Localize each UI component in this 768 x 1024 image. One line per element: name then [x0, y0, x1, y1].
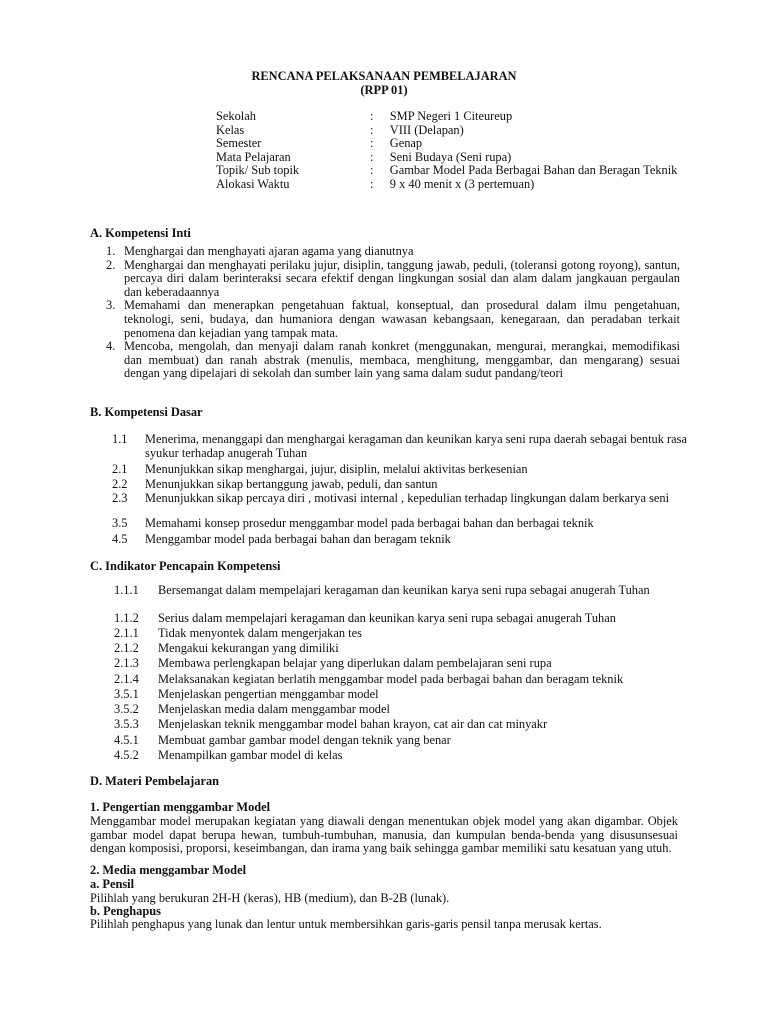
meta-label: Topik/ Sub topik: [216, 163, 300, 178]
list-item: [114, 657, 704, 671]
list-item-text: Menjelaskan teknik menggambar model bahan krayon, cat air dan cat minyakr: [158, 717, 548, 731]
list-item-number: 2.1.4: [114, 672, 139, 686]
list-item: [114, 734, 704, 748]
list-item-number: 2.1.3: [114, 656, 139, 670]
list-item-number: 2.: [106, 257, 116, 272]
list-item-text: Membawa perlengkapan belajar yang diperlukan dalam pembelajaran seni rupa: [158, 656, 552, 670]
list-item-text: Memahami dan menerapkan pengetahuan faktual, konseptual, dan prosedural dalam ilmu pengetahuan, teknologi, seni, budaya, dan humaniora dengan wawasan kebangsaan, kenegaraan, dan peradaban terkait penomena dan kejadian yang tampak mata.: [124, 298, 680, 340]
list-item: [112, 478, 692, 492]
materi-b-heading: b. Penghapus: [90, 904, 161, 918]
list-item-text: Menghargai dan menghayati perilaku jujur, disiplin, tanggung jawab, peduli, (toleransi gotong royong), santun, percaya diri dalam berinteraksi secara efektif dengan lingkungan sosial dan alam dalam jangkauan pergaulan dan keberadaannya: [124, 257, 680, 299]
list-item-text: Serius dalam mempelajari keragaman dan keunikan karya seni rupa sebagai anugerah Tuhan: [158, 611, 616, 625]
list-item-number: 2.1: [112, 462, 128, 476]
list-item-text: Membuat gambar gambar model dengan teknik yang benar: [158, 733, 451, 747]
meta-colon: :: [370, 109, 374, 123]
list-item-number: 1.1.1: [114, 583, 139, 597]
list-item-number: 4.: [106, 339, 116, 354]
meta-label: Sekolah: [216, 109, 256, 123]
list-item: [112, 517, 692, 531]
list-item: [114, 584, 704, 598]
list-item-number: 2.2: [112, 477, 128, 491]
list-item-number: 1.: [106, 244, 116, 258]
section-d-heading: D. Materi Pembelajaran: [90, 774, 220, 788]
list-item-text: Tidak menyontek dalam mengerjakan tes: [158, 626, 362, 640]
materi-a-text: Pilihlah yang berukuran 2H-H (keras), HB (medium), dan B-2B (lunak).: [90, 891, 450, 905]
list-item: [114, 688, 704, 702]
list-item: [114, 612, 704, 626]
list-item-number: 3.: [106, 298, 116, 313]
meta-label: Semester: [216, 136, 262, 151]
list-item: [106, 245, 680, 259]
list-item-number: 1.1: [112, 432, 128, 446]
meta-row-alokasi-waktu: [216, 178, 686, 192]
list-item: [106, 340, 680, 381]
meta-colon: :: [370, 122, 374, 137]
list-item-text: Menunjukkan sikap percaya diri , motivasi internal , kepedulian terhadap lingkungan dalam berkarya seni: [145, 491, 670, 505]
meta-row-kelas: [216, 124, 686, 138]
meta-colon: :: [370, 136, 374, 151]
list-item: [114, 749, 704, 763]
meta-row-mata-pelajaran: [216, 151, 686, 165]
materi-a-heading: a. Pensil: [90, 877, 135, 891]
list-item-text: Menjelaskan pengertian menggambar model: [158, 687, 379, 701]
list-item: [112, 492, 692, 506]
meta-colon: :: [370, 176, 374, 191]
meta-row-semester: [216, 137, 686, 151]
document-subtitle: (RPP 01): [360, 83, 408, 97]
list-item-text: Memahami konsep prosedur menggambar model pada berbagai bahan dan berbagai teknik: [145, 516, 594, 530]
list-item-text: Menggambar model pada berbagai bahan dan beragam teknik: [145, 532, 451, 546]
list-item: [114, 673, 704, 687]
materi-sub1-heading: 1. Pengertian menggambar Model: [90, 800, 271, 814]
meta-colon: :: [370, 163, 374, 178]
list-item-text: Menampilkan gambar model di kelas: [158, 748, 343, 762]
materi-sub1-text: Menggambar model merupakan kegiatan yang diawali dengan menentukan objek model yang akan digambar. Objek gambar model dapat berupa hewan, tumbuh-tumbuhan, manusia, dan kumpulan benda-benda yang disusunsesuai dengan komposisi, proporsi, keseimbangan, dan irama yang baik sehingga gambar memiliki satu kesatuan yang utuh.: [90, 814, 678, 856]
meta-value: Genap: [389, 136, 423, 151]
list-item: [106, 299, 680, 340]
list-item-number: 4.5.1: [114, 733, 139, 747]
list-item-text: Mencoba, mengolah, dan menyaji dalam ranah konkret (menggunakan, mengurai, merangkai, memodifikasi dan membuat) dan ranah abstrak (menulis, membaca, menghitung, menggambar, dan mengarang) sesuai dengan yang dipelajari di sekolah dan sumber lain yang sama dalam sudut pandang/teori: [124, 339, 680, 381]
list-item-number: 3.5: [112, 516, 128, 530]
list-item-text: Menghargai dan menghayati ajaran agama yang dianutnya: [124, 244, 414, 258]
section-c-heading: C. Indikator Pencapain Kompetensi: [90, 559, 281, 573]
meta-value: Seni Budaya (Seni rupa): [389, 149, 512, 164]
list-item-text: Menjelaskan media dalam menggambar model: [158, 702, 390, 716]
list-item-number: 2.1.2: [114, 641, 139, 655]
list-item: [114, 703, 704, 717]
list-item-number: 1.1.2: [114, 611, 139, 625]
list-item-number: 3.5.1: [114, 687, 139, 701]
meta-row-topik: [216, 164, 686, 178]
document-title: RENCANA PELAKSANAAN PEMBELAJARAN: [251, 69, 517, 83]
meta-row-sekolah: [216, 110, 686, 124]
list-item-text: Bersemangat dalam mempelajari keragaman dan keunikan karya seni rupa sebagai anugerah Tuhan: [158, 583, 650, 597]
list-item: [114, 642, 704, 656]
meta-value: 9 x 40 menit x (3 pertemuan): [389, 176, 535, 191]
list-item-text: Menunjukkan sikap menghargai, jujur, disiplin, melalui aktivitas berkesenian: [145, 462, 528, 476]
list-item: [114, 718, 704, 732]
list-item-number: 4.5: [112, 532, 128, 546]
list-item-number: 2.3: [112, 491, 128, 505]
section-a-list: [106, 245, 680, 381]
materi-sub2-heading: 2. Media menggambar Model: [90, 863, 247, 877]
meta-label: Mata Pelajaran: [216, 149, 291, 164]
meta-value: Gambar Model Pada Berbagai Bahan dan Beragan Teknik: [389, 163, 678, 178]
list-item-number: 4.5.2: [114, 748, 139, 762]
list-item-text: Melaksanakan kegiatan berlatih menggambar model pada berbagai bahan dan beragam teknik: [158, 672, 624, 686]
meta-label: Kelas: [216, 122, 245, 137]
list-item: [114, 627, 704, 641]
meta-colon: :: [370, 149, 374, 164]
list-item-number: 3.5.2: [114, 702, 139, 716]
list-item: [112, 463, 692, 477]
list-item-text: Menerima, menanggapi dan menghargai keragaman dan keunikan karya seni rupa daerah sebagai bentuk rasa syukur terhadap anugerah Tuhan: [145, 432, 687, 460]
meta-value: VIII (Delapan): [389, 122, 464, 137]
list-item-number: 3.5.3: [114, 717, 139, 731]
list-item-text: Mengakui kekurangan yang dimiliki: [158, 641, 339, 655]
list-item: [112, 533, 692, 547]
list-item: [112, 433, 692, 460]
materi-b-text: Pilihlah penghapus yang lunak dan lentur untuk membersihkan garis-garis pensil tanpa merusak kertas.: [90, 917, 602, 931]
identity-table: [216, 110, 686, 192]
meta-label: Alokasi Waktu: [216, 176, 290, 191]
list-item: [106, 259, 680, 300]
list-item-number: 2.1.1: [114, 626, 139, 640]
section-a-heading: A. Kompetensi Inti: [90, 226, 191, 240]
list-item-text: Menunjukkan sikap bertanggung jawab, peduli, dan santun: [145, 477, 438, 491]
section-b-heading: B. Kompetensi Dasar: [90, 405, 203, 419]
meta-value: SMP Negeri 1 Citeureup: [389, 109, 513, 123]
